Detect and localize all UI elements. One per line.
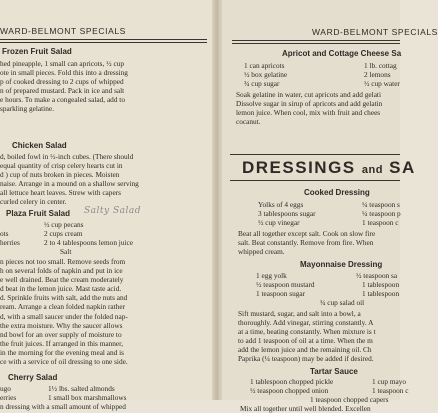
cooked-dressing-text: Beat all together except salt. Cook on slow fire salt. Beat constantly. Remove from fire. When whipped cream. — [238, 229, 376, 257]
apricot-salad-title: Apricot and Cottage Cheese Sa — [282, 49, 402, 58]
right-page: WARD-BELMONT SPECIALS Apricot and Cottage Cheese Sa 1 can apricots 1 lb. cottag ½ box gelatine 2 lemons ¾ cup sugar ½ cup water Soak gelatine in water, cut apricots and add gelati Dissolve sugar in sirup of apricots and add gelatin lemon juice. When cool, mix with fruit and chees cocanut. DRESSINGS and SA Cooked Dressing Yolks of 4 eggs ¼ teaspoon s 3 tablespoons sugar ¼ teaspoon p ½ cup vinegar 1 teaspoon c Beat all together except salt. Cook on slow fire salt. Beat constantly. Remove from fire. When whipped cream. Mayonnaise Dressing 1 egg yolk ½ teaspoon sa ½ teaspoon mustard 1 tablespoon 1 teaspoon sugar 1 tablespoon ¾ cup salad oil Sift mustard, sugar, and salt into a bowl, a thoroughly. Add vinegar, stirring constantly. A at a time, beating constantly. When mixture is t to add 1 teaspoon of oil at a time. When the m add the lemon juice and the remaining oil. Ch Paprika (¼ teaspoon) may be added if desired. Tartar Sauce 1 tablespoon chopped pickle 1 cup mayo ½ teaspoon chopped onion 1 teaspoon c 1 teaspoon chopped capers Mix all together until well blended. Excellen — [222, 0, 400, 400]
dressings-section-title: DRESSINGS and SA — [242, 158, 416, 177]
section-rule-top — [230, 154, 400, 155]
chicken-salad-title: Chicken Salad — [12, 141, 67, 150]
right-running-head: WARD-BELMONT SPECIALS — [312, 27, 438, 37]
tartar-sauce-title: Tartar Sauce — [310, 367, 358, 376]
tartar-sauce-text: Mix all together until well blended. Excellen — [240, 404, 371, 413]
left-header-rule — [0, 39, 207, 40]
left-running-head: WARD-BELMONT SPECIALS — [0, 26, 126, 36]
section-rule-bottom — [230, 180, 400, 181]
cooked-dressing-title: Cooked Dressing — [304, 188, 370, 197]
right-header-rule — [232, 40, 400, 41]
frozen-fruit-salad-text: hed pineapple, 1 small can apricots, ½ cup ote in small pieces. Fold this into a dressing p of cooked dressing to 2 cups of whipped n of prepared mustard. Pack in ice and salt e hours. To make a congealed salad, add to sparkling gelatine. — [0, 59, 128, 114]
plaza-fruit-salad-text: n pieces not too small. Remove seeds from h on several folds of napkin and put in ice e well drained. Beat the cream moderately d beat in the lemon juice. Mast taste acid. d. Sprinkle fruits with salt, add the nuts and ream. Arrange a clean folded napkin rather d, with a small saucer under the folded nap- the extra moisture. Why the saucer allows nd bowl for an over supply of moisture to the fruit juices. If arranged in this manner, in the morning for the evening meal and is ce with a service of oil dressing to one side. — [0, 257, 128, 367]
handwritten-note: Salty Salad — [84, 206, 142, 216]
frozen-fruit-salad-title: Frozen Fruit Salad — [2, 47, 72, 56]
cherry-salad-title: Cherry Salad — [8, 373, 58, 382]
left-page: WARD-BELMONT SPECIALS Frozen Fruit Salad hed pineapple, 1 small can apricots, ½ cup ote in small pieces. Fold this into a dressing p of cooked dressing to 2 cups of whipped n of prepared mustard. Pack in ice and salt e hours. To make a congealed salad, add to sparkling gelatine. Chicken Salad d, boiled fowl in ½-inch cubes. (There should equal quantity of crisp celery hearts cut in d ) cup of nuts broken in pieces. Moisten naise. Arrange in a mound on a shallow serving all lettuce heart leaves. Strew with capers curled celery in center. Plaza Fruit Salad Salty Salad ½ cup pecans ots 2 cups cream herries 2 to 4 tablespoons lemon juice Salt n pieces not too small. Remove seeds from h on several folds of napkin and put in ice e well drained. Beat the cream moderately d beat in the lemon juice. Mast taste acid. d. Sprinkle fruits with salt, add the nuts and ream. Arrange a clean folded napkin rather d, with a small saucer under the folded nap- the extra moisture. Why the saucer allows nd bowl for an over supply of moisture to the fruit juices. If arranged in this manner, in the morning for the evening meal and is ce with a service of oil dressing to one side. Cherry Salad ugo 1½ lbs. salted almonds erries 1 small box marshmallows n dressing with a small amount of whipped — [0, 0, 215, 400]
mayonnaise-dressing-title: Mayonnaise Dressing — [300, 260, 383, 269]
cherry-salad-text: n dressing with a small amount of whipped — [0, 402, 126, 411]
plaza-fruit-salad-title: Plaza Fruit Salad — [6, 209, 71, 218]
mayonnaise-dressing-text: Sift mustard, sugar, and salt into a bowl, a thoroughly. Add vinegar, stirring constantly. A at a time, beating constantly. When mixture is t to add 1 teaspoon of oil at a time. When the m add the lemon juice and the remaining oil. Ch Paprika (¼ teaspoon) may be added if desired. — [238, 309, 376, 364]
apricot-salad-text: Soak gelatine in water, cut apricots and add gelati Dissolve sugar in sirup of apricots and add gelatin lemon juice. When cool, mix with fruit and chees cocanut. — [236, 90, 383, 127]
chicken-salad-text: d, boiled fowl in ½-inch cubes. (There should equal quantity of crisp celery hearts cut in d ) cup of nuts broken in pieces. Moisten naise. Arrange in a mound on a shallow serving all lettuce heart leaves. Strew with capers curled celery in center. — [0, 152, 139, 207]
